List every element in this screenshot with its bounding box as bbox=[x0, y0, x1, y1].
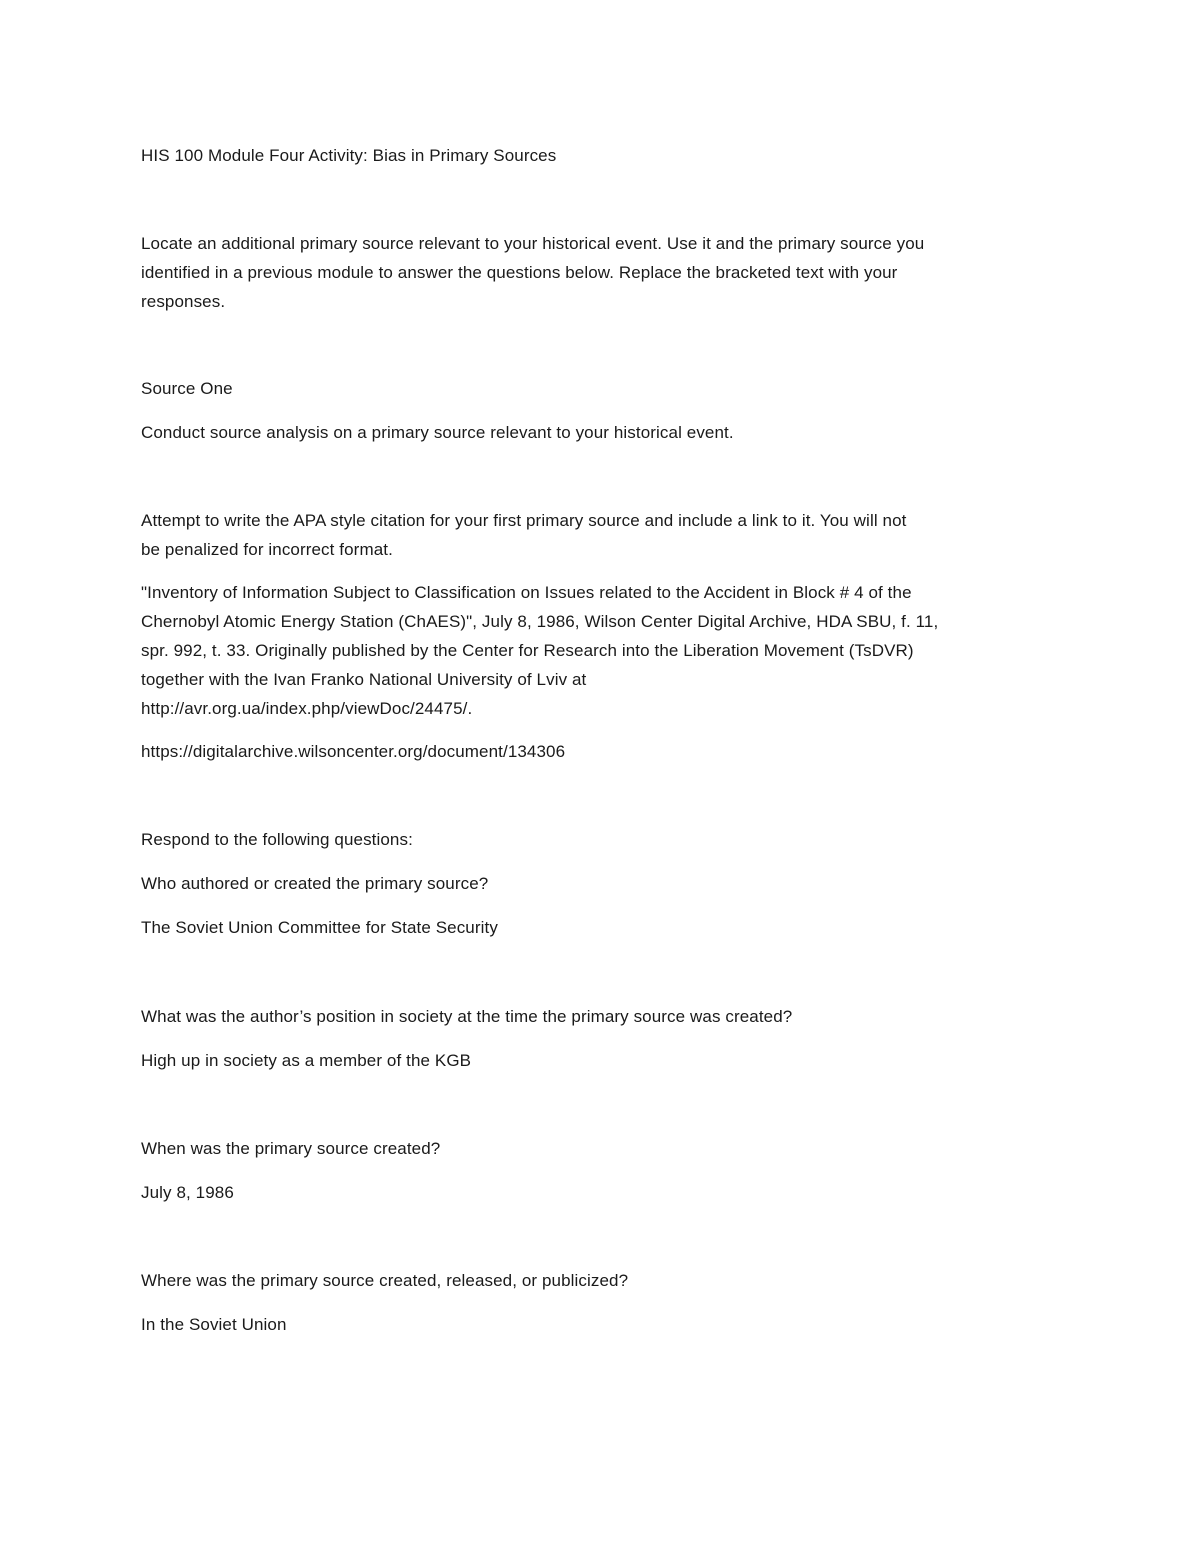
citation-text bbox=[141, 578, 1061, 723]
instructions-line: Locate an additional primary source relevant to your historical event. Use it and the primary source you bbox=[141, 234, 925, 253]
answer-date: July 8, 1986 bbox=[141, 1183, 234, 1202]
section-heading: Source One bbox=[141, 379, 233, 398]
citation-prompt-line: Attempt to write the APA style citation for your first primary source and include a link to it. You will not bbox=[141, 511, 907, 530]
instructions-paragraph bbox=[141, 229, 1061, 316]
citation-prompt-line: be penalized for incorrect format. bbox=[141, 540, 393, 559]
question-author: Who authored or created the primary source? bbox=[141, 874, 489, 893]
citation-line: spr. 992, t. 33. Originally published by the Center for Research into the Liberation Movement (TsDVR) bbox=[141, 641, 914, 660]
instructions-line: identified in a previous module to answer the questions below. Replace the bracketed text with your bbox=[141, 263, 898, 282]
answer-location: In the Soviet Union bbox=[141, 1315, 287, 1334]
answer-position: High up in society as a member of the KGB bbox=[141, 1051, 472, 1070]
citation-line: Chernobyl Atomic Energy Station (ChAES)", July 8, 1986, Wilson Center Digital Archive, HDA SBU, f. 11, bbox=[141, 612, 939, 631]
question-location: Where was the primary source created, released, or publicized? bbox=[141, 1271, 629, 1290]
question-date: When was the primary source created? bbox=[141, 1139, 441, 1158]
instructions-line: responses. bbox=[141, 292, 226, 311]
source-link: https://digitalarchive.wilsoncenter.org/document/134306 bbox=[141, 742, 566, 761]
citation-prompt bbox=[141, 506, 1061, 564]
citation-line: http://avr.org.ua/index.php/viewDoc/24475/. bbox=[141, 699, 473, 718]
section-prompt: Conduct source analysis on a primary source relevant to your historical event. bbox=[141, 423, 734, 442]
answer-author: The Soviet Union Committee for State Security bbox=[141, 918, 498, 937]
citation-line: together with the Ivan Franko National University of Lviv at bbox=[141, 670, 587, 689]
citation-line: "Inventory of Information Subject to Classification on Issues related to the Accident in Block # 4 of the bbox=[141, 583, 912, 602]
questions-intro: Respond to the following questions: bbox=[141, 830, 413, 849]
question-position: What was the author’s position in society at the time the primary source was created? bbox=[141, 1007, 793, 1026]
document-title: HIS 100 Module Four Activity: Bias in Primary Sources bbox=[141, 146, 557, 165]
